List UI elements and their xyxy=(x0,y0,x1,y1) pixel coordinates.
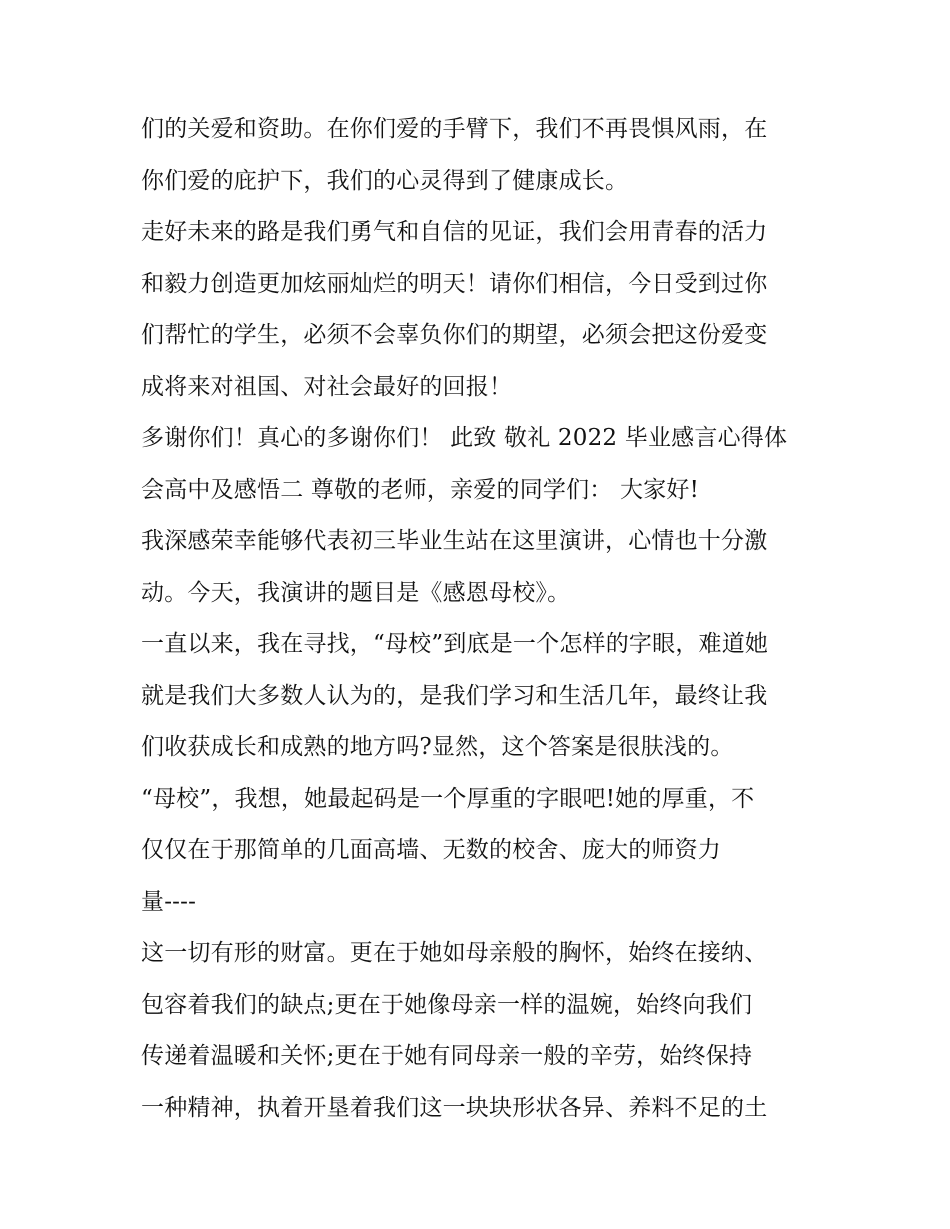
text-line: 仅仅在于那简单的几面高墙、无数的校舍、庞大的师资力 xyxy=(141,837,721,863)
text-line: 一直以来，我在寻找，“母校”到底是一个怎样的字眼，难道她 xyxy=(141,631,769,657)
text-line: 你们爱的庇护下，我们的心灵得到了健康成长。 xyxy=(141,167,629,194)
text-line: 包容着我们的缺点;更在于她像母亲一样的温婉，始终向我们 xyxy=(141,991,753,1018)
text-line: 们的关爱和资助。在你们爱的手臂下，我们不再畏惧风雨，在 xyxy=(141,116,768,142)
text-line: 走好未来的路是我们勇气和自信的见证，我们会用青春的活力 xyxy=(141,219,768,245)
text-line: “母校”，我想，她最起码是一个厚重的字眼吧!她的厚重，不 xyxy=(141,785,755,812)
text-line: 会高中及感悟二 尊敬的老师，亲爱的同学们： 大家好! xyxy=(141,476,700,503)
text-line: 成将来对祖国、对社会最好的回报！ xyxy=(141,373,513,400)
text-line: 动。今天，我演讲的题目是《感恩母校》。 xyxy=(141,579,571,606)
text-line: 和毅力创造更加炫丽灿烂的明天！请你们相信，今日受到过你 xyxy=(141,270,768,297)
text-line: 我深感荣幸能够代表初三毕业生站在这里演讲，心情也十分激 xyxy=(141,528,768,554)
text-line: 们帮忙的学生，必须不会辜负你们的期望，必须会把这份爱变 xyxy=(141,322,768,348)
text-line: 这一切有形的财富。更在于她如母亲般的胸怀，始终在接纳、 xyxy=(141,940,768,966)
text-line: 量---- xyxy=(141,888,197,915)
text-line: 传递着温暖和关怀;更在于她有同母亲一般的辛劳，始终保持 xyxy=(141,1043,753,1069)
text-line: 们收获成长和成熟的地方吗?显然，这个答案是很肤浅的。 xyxy=(141,734,734,760)
text-line: 就是我们大多数人认为的，是我们学习和生活几年，最终让我 xyxy=(141,682,768,709)
text-line: 一种精神，执着开垦着我们这一块块形状各异、养料不足的土 xyxy=(141,1094,768,1121)
text-line: 多谢你们！真心的多谢你们！ 此致 敬礼 2022 毕业感言心得体 xyxy=(141,425,788,451)
document-body xyxy=(141,104,813,1134)
